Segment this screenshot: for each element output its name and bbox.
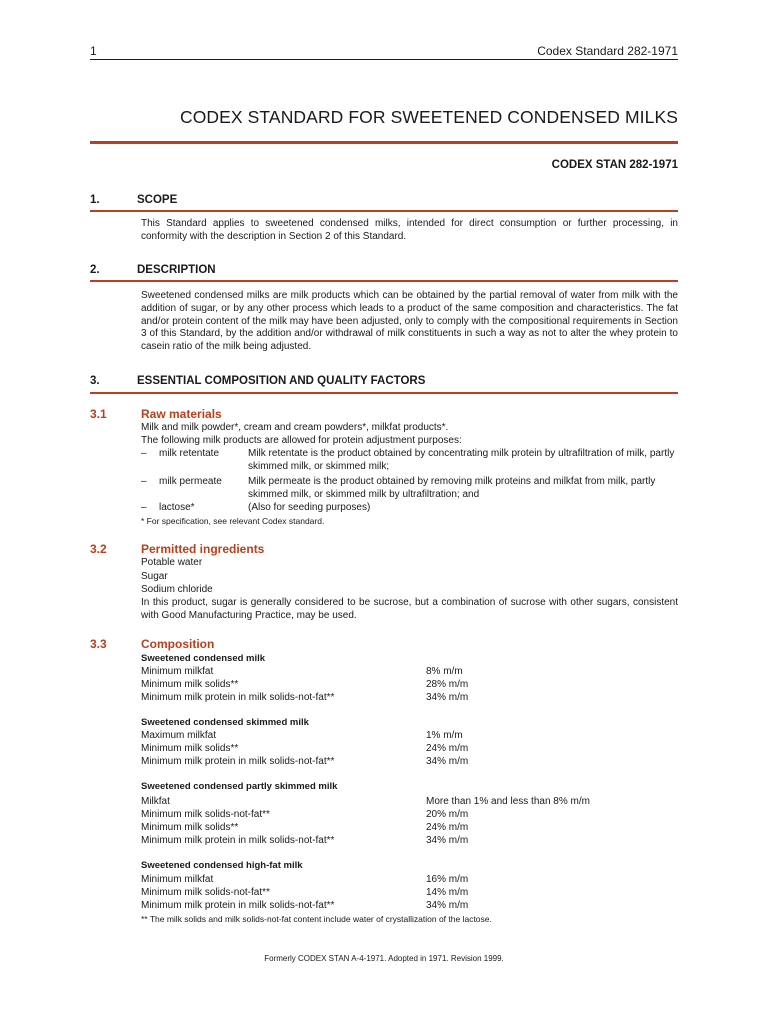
section-rule bbox=[90, 280, 678, 282]
composition-group-title: Sweetened condensed skimmed milk bbox=[141, 717, 309, 728]
table-row bbox=[141, 900, 678, 913]
subsection-title: Raw materials bbox=[141, 407, 222, 421]
raw-materials-line: The following milk products are allowed for protein adjustment purposes: bbox=[141, 435, 462, 446]
subsection-composition-heading bbox=[90, 637, 678, 652]
list-item-name: milk retentate bbox=[159, 448, 220, 459]
row-label: Milkfat bbox=[141, 796, 170, 807]
section-scope-heading bbox=[90, 194, 678, 210]
list-item bbox=[141, 502, 678, 515]
list-item bbox=[141, 448, 678, 474]
composition-group-title: Sweetened condensed high-fat milk bbox=[141, 860, 303, 871]
table-row bbox=[141, 809, 678, 822]
row-label: Minimum milk protein in milk solids-not-fat** bbox=[141, 756, 335, 767]
section-rule bbox=[90, 210, 678, 212]
list-item-name: lactose* bbox=[159, 502, 195, 513]
description-text: Sweetened condensed milks are milk products which can be obtained by the partial removal of water from milk with the addition of sugar, or by any other process which leads to a product of the same composition and characteristics. The fat and/or protein content of the milk may have been adjusted, only to comply with the compositional requirements in Section 3 of this Standard, by the addition and/or withdrawal of milk constituents in such a way as not to alter the whey protein to casein ratio of the milk being adjusted. bbox=[141, 290, 678, 353]
permitted-note: In this product, sugar is generally considered to be sucrose, but a combination of sucrose with other sugars, consistent with Good Manufacturing Practice, may be used. bbox=[141, 597, 678, 621]
ingredient-item: Sodium chloride bbox=[141, 584, 213, 595]
table-row bbox=[141, 692, 678, 705]
row-value: 8% m/m bbox=[426, 666, 463, 677]
section-number: 3. bbox=[90, 375, 100, 387]
row-value: More than 1% and less than 8% m/m bbox=[426, 796, 590, 807]
table-row bbox=[141, 822, 678, 835]
document-title: CODEX STANDARD FOR SWEETENED CONDENSED MILKS bbox=[179, 107, 678, 127]
subsection-number: 3.2 bbox=[90, 542, 107, 556]
page-footer: Formerly CODEX STAN A-4-1971. Adopted in 1971. Revision 1999. bbox=[264, 954, 504, 963]
running-header bbox=[90, 44, 678, 60]
list-item-description: (Also for seeding purposes) bbox=[248, 502, 371, 513]
table-row bbox=[141, 756, 678, 769]
row-label: Maximum milkfat bbox=[141, 730, 217, 741]
row-value: 34% m/m bbox=[426, 756, 469, 767]
list-item-name: milk permeate bbox=[159, 476, 222, 487]
composition-group-title: Sweetened condensed partly skimmed milk bbox=[141, 781, 338, 792]
footnote: ** The milk solids and milk solids-not-fat content include water of crystallization of the lactose. bbox=[141, 914, 492, 924]
section-number: 1. bbox=[90, 194, 100, 206]
subsection-number: 3.1 bbox=[90, 407, 107, 421]
row-value: 28% m/m bbox=[426, 679, 469, 690]
section-number: 2. bbox=[90, 264, 100, 276]
ingredient-item: Potable water bbox=[141, 557, 203, 568]
list-dash: – bbox=[141, 448, 147, 459]
row-value: 34% m/m bbox=[426, 835, 469, 846]
row-label: Minimum milkfat bbox=[141, 666, 214, 677]
ingredient-item: Sugar bbox=[141, 571, 168, 582]
row-label: Minimum milk solids** bbox=[141, 679, 239, 690]
list-dash: – bbox=[141, 502, 147, 513]
list-item-description: Milk retentate is the product obtained by concentrating milk protein by ultrafiltration of milk, partly skimmed milk, or skimmed milk; bbox=[248, 448, 675, 472]
table-row bbox=[141, 666, 678, 679]
row-label: Minimum milk solids-not-fat** bbox=[141, 809, 270, 820]
row-label: Minimum milk protein in milk solids-not-fat** bbox=[141, 900, 335, 911]
row-value: 34% m/m bbox=[426, 692, 469, 703]
row-value: 1% m/m bbox=[426, 730, 463, 741]
scope-text: This Standard applies to sweetened condensed milks, intended for direct consumption or further processing, in conformity with the description in Section 2 of this Standard. bbox=[141, 218, 678, 242]
section-title: DESCRIPTION bbox=[137, 264, 216, 276]
row-label: Minimum milk solids-not-fat** bbox=[141, 887, 270, 898]
list-dash: – bbox=[141, 476, 147, 487]
subsection-permitted-heading bbox=[90, 542, 678, 557]
section-rule bbox=[90, 392, 678, 394]
header-doc-id: Codex Standard 282-1971 bbox=[537, 44, 678, 58]
standard-code: CODEX STAN 282-1971 bbox=[551, 159, 678, 171]
table-row bbox=[141, 679, 678, 692]
page-number: 1 bbox=[90, 44, 97, 58]
row-value: 24% m/m bbox=[426, 743, 469, 754]
table-row bbox=[141, 743, 678, 756]
row-label: Minimum milk protein in milk solids-not-fat** bbox=[141, 692, 335, 703]
footnote: * For specification, see relevant Codex standard. bbox=[141, 516, 325, 526]
row-value: 16% m/m bbox=[426, 874, 469, 885]
row-label: Minimum milk solids** bbox=[141, 822, 239, 833]
section-title: ESSENTIAL COMPOSITION AND QUALITY FACTORS bbox=[137, 375, 426, 387]
row-value: 34% m/m bbox=[426, 900, 469, 911]
row-label: Minimum milkfat bbox=[141, 874, 214, 885]
row-value: 20% m/m bbox=[426, 809, 469, 820]
table-row bbox=[141, 887, 678, 900]
row-label: Minimum milk protein in milk solids-not-fat** bbox=[141, 835, 335, 846]
list-item-description: Milk permeate is the product obtained by removing milk proteins and milkfat from milk, partly skimmed milk, or skimmed milk by ultrafiltration; and bbox=[248, 476, 656, 500]
subsection-number: 3.3 bbox=[90, 637, 107, 651]
row-value: 24% m/m bbox=[426, 822, 469, 833]
row-label: Minimum milk solids** bbox=[141, 743, 239, 754]
subsection-title: Composition bbox=[141, 637, 215, 651]
table-row bbox=[141, 874, 678, 887]
title-rule bbox=[90, 141, 678, 144]
subsection-raw-materials-heading bbox=[90, 407, 678, 422]
header-rule bbox=[90, 59, 678, 60]
section-composition-heading bbox=[90, 375, 678, 391]
row-value: 14% m/m bbox=[426, 887, 469, 898]
composition-group-title: Sweetened condensed milk bbox=[141, 653, 266, 664]
list-item bbox=[141, 476, 678, 502]
section-title: SCOPE bbox=[137, 194, 178, 206]
table-row bbox=[141, 796, 678, 809]
table-row bbox=[141, 835, 678, 848]
section-description-heading bbox=[90, 264, 678, 280]
subsection-title: Permitted ingredients bbox=[141, 542, 265, 556]
table-row bbox=[141, 730, 678, 743]
raw-materials-line: Milk and milk powder*, cream and cream powders*, milkfat products*. bbox=[141, 422, 449, 433]
